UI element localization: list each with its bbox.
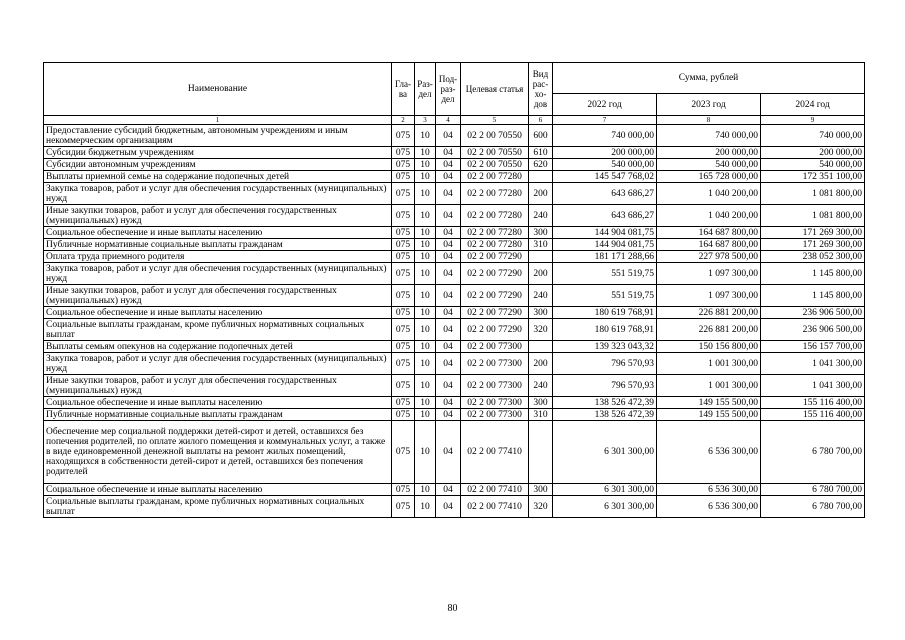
header-chapter: Гла-ва [392,63,415,116]
cell-name: Предоставление субсидий бюджетным, автономным учреждениям и иным некоммерческим организациям [44,125,392,147]
cell-target: 02 2 00 77410 [461,421,529,484]
cell-amount-2024: 1 081 800,00 [761,183,865,205]
cell-amount-2024: 171 269 300,00 [761,227,865,239]
cell-amount-2024: 155 116 400,00 [761,397,865,409]
cell-section: 10 [415,183,436,205]
cell-amount-2023: 149 155 500,00 [657,409,761,421]
cell-target: 02 2 00 77280 [461,205,529,227]
cell-amount-2023: 540 000,00 [657,159,761,171]
table-header [44,63,865,125]
cell-amount-2022: 138 526 472,39 [553,397,657,409]
column-number: 1 [44,116,392,125]
cell-name: Субсидии автономным учреждениям [44,159,392,171]
cell-target: 02 2 00 77280 [461,239,529,251]
cell-amount-2023: 1 001 300,00 [657,353,761,375]
cell-expense-type: 310 [529,239,553,251]
cell-section: 10 [415,375,436,397]
cell-name: Субсидии бюджетным учреждениям [44,147,392,159]
cell-section: 10 [415,307,436,319]
column-number: 5 [461,116,529,125]
table-row [44,409,865,421]
cell-subsection: 04 [436,159,461,171]
cell-subsection: 04 [436,205,461,227]
table-body [44,125,865,518]
cell-subsection: 04 [436,484,461,496]
cell-amount-2023: 164 687 800,00 [657,239,761,251]
cell-section: 10 [415,227,436,239]
cell-name: Иные закупки товаров, работ и услуг для обеспечения государственных (муниципальных) нужд [44,375,392,397]
table-row [44,341,865,353]
cell-amount-2024: 6 780 700,00 [761,496,865,518]
cell-expense-type: 600 [529,125,553,147]
header-target: Целевая статья [461,63,529,116]
cell-section: 10 [415,205,436,227]
cell-amount-2023: 1 040 200,00 [657,205,761,227]
cell-amount-2024: 1 145 800,00 [761,263,865,285]
cell-name: Обеспечение мер социальной поддержки детей-сирот и детей, оставшихся без попечения родителей, по оплате жилого помещения и коммунальных услуг, а также в виде единовременной денежной выплаты на ремонт жилых помещений, находящихся в собственности детей-сирот и детей, оставшихся без попечения родителей [44,421,392,484]
cell-amount-2024: 236 906 500,00 [761,307,865,319]
cell-expense-type: 240 [529,205,553,227]
cell-expense-type [529,421,553,484]
cell-amount-2023: 200 000,00 [657,147,761,159]
cell-name: Социальное обеспечение и иные выплаты населению [44,484,392,496]
cell-expense-type: 300 [529,484,553,496]
table-row [44,307,865,319]
cell-target: 02 2 00 77290 [461,263,529,285]
column-number: 9 [761,116,865,125]
cell-amount-2023: 226 881 200,00 [657,319,761,341]
cell-target: 02 2 00 77280 [461,171,529,183]
cell-chapter: 075 [392,397,415,409]
cell-amount-2024: 1 041 300,00 [761,353,865,375]
cell-amount-2023: 6 536 300,00 [657,484,761,496]
table-row [44,227,865,239]
cell-subsection: 04 [436,421,461,484]
header-year-2024: 2024 год [761,94,865,116]
cell-name: Социальное обеспечение и иные выплаты населению [44,397,392,409]
cell-amount-2024: 1 081 800,00 [761,205,865,227]
cell-amount-2022: 643 686,27 [553,183,657,205]
cell-amount-2022: 138 526 472,39 [553,409,657,421]
cell-expense-type: 610 [529,147,553,159]
cell-target: 02 2 00 77300 [461,409,529,421]
table-row [44,353,865,375]
cell-expense-type: 200 [529,183,553,205]
cell-section: 10 [415,353,436,375]
table-row [44,183,865,205]
cell-subsection: 04 [436,239,461,251]
cell-expense-type [529,251,553,263]
cell-amount-2022: 139 323 043,32 [553,341,657,353]
cell-chapter: 075 [392,341,415,353]
cell-section: 10 [415,263,436,285]
cell-name: Социальные выплаты гражданам, кроме публичных нормативных социальных выплат [44,319,392,341]
column-number: 2 [392,116,415,125]
page-number: 80 [447,603,458,614]
cell-amount-2023: 6 536 300,00 [657,421,761,484]
cell-subsection: 04 [436,147,461,159]
table-row [44,285,865,307]
cell-subsection: 04 [436,263,461,285]
cell-chapter: 075 [392,319,415,341]
cell-section: 10 [415,421,436,484]
cell-chapter: 075 [392,421,415,484]
cell-amount-2024: 6 780 700,00 [761,421,865,484]
cell-name: Закупка товаров, работ и услуг для обеспечения государственных (муниципальных) нужд [44,353,392,375]
cell-amount-2023: 165 728 000,00 [657,171,761,183]
cell-subsection: 04 [436,375,461,397]
cell-name: Социальные выплаты гражданам, кроме публичных нормативных социальных выплат [44,496,392,518]
cell-subsection: 04 [436,125,461,147]
column-number: 7 [553,116,657,125]
cell-expense-type: 200 [529,353,553,375]
cell-chapter: 075 [392,307,415,319]
cell-chapter: 075 [392,484,415,496]
cell-target: 02 2 00 77280 [461,183,529,205]
cell-amount-2023: 1 097 300,00 [657,263,761,285]
table-row [44,319,865,341]
cell-subsection: 04 [436,341,461,353]
cell-target: 02 2 00 77290 [461,307,529,319]
cell-target: 02 2 00 77300 [461,353,529,375]
cell-chapter: 075 [392,159,415,171]
cell-name: Иные закупки товаров, работ и услуг для обеспечения государственных (муниципальных) нужд [44,205,392,227]
cell-section: 10 [415,239,436,251]
header-expense-type: Вид рас-хо-дов [529,63,553,116]
cell-expense-type: 310 [529,409,553,421]
cell-chapter: 075 [392,285,415,307]
cell-amount-2022: 551 519,75 [553,263,657,285]
cell-amount-2023: 6 536 300,00 [657,496,761,518]
cell-amount-2022: 540 000,00 [553,159,657,171]
cell-amount-2022: 6 301 300,00 [553,496,657,518]
header-year-2022: 2022 год [553,94,657,116]
cell-amount-2022: 145 547 768,02 [553,171,657,183]
cell-target: 02 2 00 77410 [461,484,529,496]
cell-amount-2023: 1 097 300,00 [657,285,761,307]
cell-name: Иные закупки товаров, работ и услуг для обеспечения государственных (муниципальных) нужд [44,285,392,307]
cell-chapter: 075 [392,147,415,159]
cell-name: Выплаты семьям опекунов на содержание подопечных детей [44,341,392,353]
column-number: 6 [529,116,553,125]
cell-amount-2024: 171 269 300,00 [761,239,865,251]
cell-amount-2023: 227 978 500,00 [657,251,761,263]
cell-chapter: 075 [392,183,415,205]
cell-section: 10 [415,409,436,421]
cell-amount-2022: 200 000,00 [553,147,657,159]
cell-amount-2022: 551 519,75 [553,285,657,307]
cell-section: 10 [415,147,436,159]
cell-amount-2023: 149 155 500,00 [657,397,761,409]
cell-section: 10 [415,171,436,183]
cell-amount-2024: 540 000,00 [761,159,865,171]
header-sum: Сумма, рублей [553,63,865,94]
cell-expense-type: 240 [529,375,553,397]
cell-expense-type: 620 [529,159,553,171]
cell-expense-type: 300 [529,307,553,319]
cell-amount-2022: 740 000,00 [553,125,657,147]
table-row [44,239,865,251]
cell-subsection: 04 [436,496,461,518]
cell-target: 02 2 00 70550 [461,125,529,147]
cell-amount-2022: 796 570,93 [553,353,657,375]
cell-name: Выплаты приемной семье на содержание подопечных детей [44,171,392,183]
table-row [44,375,865,397]
cell-chapter: 075 [392,171,415,183]
cell-subsection: 04 [436,183,461,205]
cell-expense-type: 320 [529,496,553,518]
cell-amount-2024: 740 000,00 [761,125,865,147]
cell-subsection: 04 [436,171,461,183]
cell-amount-2023: 226 881 200,00 [657,307,761,319]
cell-chapter: 075 [392,251,415,263]
cell-section: 10 [415,125,436,147]
cell-section: 10 [415,285,436,307]
cell-amount-2024: 6 780 700,00 [761,484,865,496]
cell-subsection: 04 [436,307,461,319]
cell-chapter: 075 [392,239,415,251]
cell-target: 02 2 00 77300 [461,375,529,397]
cell-expense-type: 300 [529,397,553,409]
table-row [44,263,865,285]
cell-expense-type: 240 [529,285,553,307]
cell-amount-2024: 156 157 700,00 [761,341,865,353]
table-row [44,171,865,183]
cell-amount-2022: 6 301 300,00 [553,484,657,496]
cell-amount-2022: 180 619 768,91 [553,319,657,341]
table-row [44,159,865,171]
cell-subsection: 04 [436,251,461,263]
cell-section: 10 [415,159,436,171]
cell-target: 02 2 00 77290 [461,319,529,341]
cell-chapter: 075 [392,353,415,375]
cell-amount-2023: 150 156 800,00 [657,341,761,353]
cell-amount-2024: 236 906 500,00 [761,319,865,341]
cell-section: 10 [415,484,436,496]
cell-name: Социальное обеспечение и иные выплаты населению [44,307,392,319]
cell-expense-type [529,171,553,183]
cell-subsection: 04 [436,409,461,421]
header-subsection: Под-раз-дел [436,63,461,116]
cell-chapter: 075 [392,409,415,421]
cell-amount-2023: 1 040 200,00 [657,183,761,205]
column-number: 8 [657,116,761,125]
cell-expense-type: 320 [529,319,553,341]
cell-chapter: 075 [392,205,415,227]
header-name: Наименование [44,63,392,116]
cell-amount-2022: 181 171 288,66 [553,251,657,263]
cell-target: 02 2 00 70550 [461,147,529,159]
cell-amount-2022: 180 619 768,91 [553,307,657,319]
column-number: 3 [415,116,436,125]
cell-name: Закупка товаров, работ и услуг для обеспечения государственных (муниципальных) нужд [44,183,392,205]
table-row [44,421,865,484]
cell-name: Публичные нормативные социальные выплаты гражданам [44,239,392,251]
header-section: Раз-дел [415,63,436,116]
cell-chapter: 075 [392,375,415,397]
table-row [44,484,865,496]
cell-name: Оплата труда приемного родителя [44,251,392,263]
cell-name: Социальное обеспечение и иные выплаты населению [44,227,392,239]
cell-expense-type [529,341,553,353]
cell-amount-2022: 6 301 300,00 [553,421,657,484]
cell-chapter: 075 [392,125,415,147]
cell-amount-2024: 172 351 100,00 [761,171,865,183]
table-row [44,125,865,147]
cell-amount-2022: 643 686,27 [553,205,657,227]
cell-subsection: 04 [436,227,461,239]
cell-subsection: 04 [436,285,461,307]
cell-subsection: 04 [436,319,461,341]
cell-expense-type: 200 [529,263,553,285]
column-number: 4 [436,116,461,125]
cell-target: 02 2 00 77300 [461,397,529,409]
cell-expense-type: 300 [529,227,553,239]
cell-name: Публичные нормативные социальные выплаты гражданам [44,409,392,421]
cell-target: 02 2 00 77410 [461,496,529,518]
cell-section: 10 [415,496,436,518]
column-number-row [44,116,865,125]
cell-amount-2024: 1 041 300,00 [761,375,865,397]
cell-section: 10 [415,397,436,409]
cell-target: 02 2 00 70550 [461,159,529,171]
cell-amount-2022: 796 570,93 [553,375,657,397]
header-year-2023: 2023 год [657,94,761,116]
table-row [44,251,865,263]
cell-target: 02 2 00 77290 [461,251,529,263]
cell-amount-2024: 1 145 800,00 [761,285,865,307]
cell-amount-2022: 144 904 081,75 [553,239,657,251]
table-row [44,147,865,159]
cell-amount-2024: 155 116 400,00 [761,409,865,421]
cell-section: 10 [415,319,436,341]
cell-name: Закупка товаров, работ и услуг для обеспечения государственных (муниципальных) нужд [44,263,392,285]
cell-target: 02 2 00 77300 [461,341,529,353]
cell-chapter: 075 [392,263,415,285]
cell-amount-2024: 200 000,00 [761,147,865,159]
cell-amount-2022: 144 904 081,75 [553,227,657,239]
table-row [44,397,865,409]
cell-amount-2023: 1 001 300,00 [657,375,761,397]
cell-chapter: 075 [392,227,415,239]
budget-table [43,62,865,518]
cell-section: 10 [415,251,436,263]
cell-subsection: 04 [436,353,461,375]
table-row [44,496,865,518]
cell-target: 02 2 00 77290 [461,285,529,307]
cell-amount-2023: 164 687 800,00 [657,227,761,239]
cell-chapter: 075 [392,496,415,518]
cell-amount-2024: 238 052 300,00 [761,251,865,263]
cell-target: 02 2 00 77280 [461,227,529,239]
cell-section: 10 [415,341,436,353]
table-row [44,205,865,227]
cell-subsection: 04 [436,397,461,409]
cell-amount-2023: 740 000,00 [657,125,761,147]
